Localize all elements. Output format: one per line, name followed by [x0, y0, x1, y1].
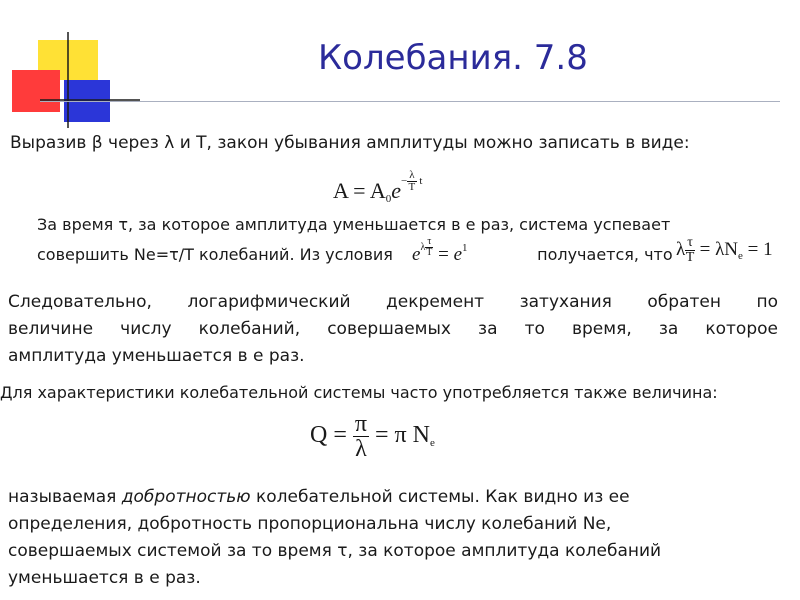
paragraph-intro: Выразив β через λ и T, закон убывания амплитуды можно записать в виде: — [10, 133, 690, 153]
formula-lambda-ne: λ $\frac{\tau}{T}$ = $\lambda N_e = 1$ — [676, 235, 773, 265]
formula-quality-factor: Q = $\frac{\pi}{\lambda}$ = π $N_e$ — [310, 411, 435, 462]
formula-amplitude: $A = A_0e-$ $\frac{\lambda}{T}$ t — [333, 169, 423, 206]
paragraph-quality-line2: определения, добротность пропорциональна числу колебаний Nе, — [8, 514, 612, 534]
paragraph-characteristic: Для характеристики колебательной системы часто употребляется также величина: — [0, 383, 718, 402]
paragraph-time-line2 — [37, 236, 777, 266]
paragraph-quality-line3: совершаемых системой за то время τ, за которое амплитуда колебаний — [8, 541, 662, 561]
paragraph-time-line2-start: совершить Nе=τ/T колебаний. Из условия — [37, 245, 393, 264]
paragraph-conclusion-line1: Следовательно, логарифмический декремент затухания обратен по — [8, 292, 778, 312]
paragraph-quality — [8, 484, 788, 592]
page-title: Колебания. 7.8 — [318, 38, 588, 78]
paragraph-time — [37, 213, 777, 266]
red-square — [12, 70, 60, 112]
paragraph-conclusion — [8, 289, 778, 370]
paragraph-quality-line1 — [8, 484, 788, 511]
title-divider — [40, 101, 780, 102]
paragraph-conclusion-line2: величине числу колебаний, совершаемых за то время, за которое — [8, 319, 778, 339]
paragraph-quality-line4: уменьшается в е раз. — [8, 568, 201, 588]
paragraph-quality-line1-start: называемая — [8, 487, 122, 507]
paragraph-quality-line1-end: колебательной системы. Как видно из ее — [250, 487, 630, 507]
term-quality: добротностью — [121, 487, 251, 507]
paragraph-time-line2-mid: получается, что — [537, 245, 673, 264]
paragraph-time-line1: За время τ, за которое амплитуда уменьшается в е раз, система успевает — [37, 215, 671, 234]
decorative-corner — [0, 0, 140, 140]
decorative-squares — [0, 0, 140, 140]
formula-condition: eλ $\frac{\tau}{T}$ = $e^1$ — [412, 236, 468, 265]
paragraph-conclusion-line3: амплитуда уменьшается в е раз. — [8, 346, 305, 366]
